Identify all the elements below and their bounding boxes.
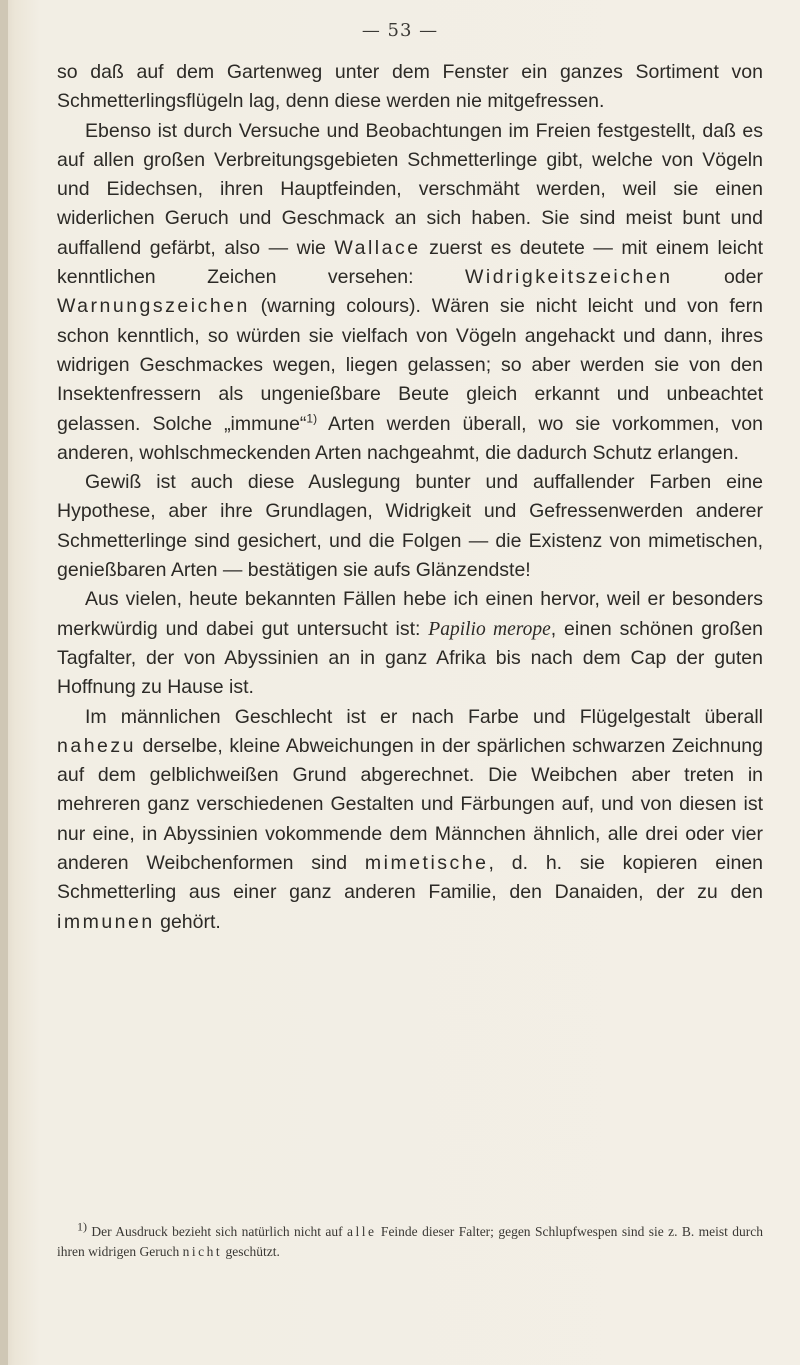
spaced-emphasis: Widrigkeitszeichen: [464, 266, 673, 289]
page-number: — 53 —: [361, 20, 439, 41]
spaced-emphasis: Warnungszeichen: [57, 295, 250, 318]
footnote: [57, 1219, 764, 1262]
paragraph: [57, 468, 763, 585]
text-run: gehört.: [154, 910, 221, 933]
main-text: [57, 58, 763, 937]
spaced-emphasis: nicht: [182, 1244, 223, 1259]
text-run: Der Ausdruck bezieht sich natürlich nicht auf: [87, 1224, 348, 1239]
text-run: Gewiß ist auch diese Auslegung bunter und auffallender Farben eine Hypothese, aber ihre Grundlagen, Widrigkeit und Gefressenwerden anderer Schmetterlinge sind gesichert, und die Folgen — die Existenz von mimetischen, genießbaren Arten — bestätigen sie aufs Glänzendste!: [57, 471, 763, 582]
text-run: Aus vielen, heute bekannten Fällen hebe ich einen hervor, weil er besonders merkwürdig und dabei gut untersucht ist:: [57, 588, 763, 640]
footnote-marker: 1): [306, 411, 318, 426]
italic-species-name: Papilio merope: [428, 618, 551, 640]
text-run: Feinde dieser Falter; gegen Schlupfwespen sind sie z. B. meist durch ihren widrigen Geruch: [57, 1224, 764, 1259]
paragraph: [57, 117, 763, 469]
text-run: zuerst es deutete — mit einem leicht kenntlichen Zeichen versehen:: [57, 236, 763, 289]
text-run: geschützt.: [222, 1244, 280, 1259]
text-run: Im männlichen Geschlecht ist er nach Farbe und Flügelgestalt überall: [85, 705, 763, 728]
page-gutter-shadow: [0, 0, 8, 1365]
footnote-area: [57, 1219, 764, 1262]
paragraph: [57, 585, 763, 702]
text-run: Ebenso ist durch Versuche und Beobachtungen im Freien festgestellt, daß es auf allen großen Verbreitungsgebieten Schmetterlinge gibt, welche von Vögeln und Eidechsen, ihren Hauptfeinden, verschmäht werden, weil sie einen widerlichen Geruch und Geschmack an sich haben. Sie sind meist bunt und auffallend gefärbt, also — wie: [57, 119, 763, 259]
text-run: Arten werden überall, wo sie vorkommen, von anderen, wohlschmeckenden Arten nachgeahmt, die dadurch Schutz erlangen.: [57, 412, 763, 464]
spaced-emphasis: Wallace: [334, 236, 421, 259]
spaced-emphasis: nahezu: [57, 734, 136, 757]
text-run: , d. h. sie kopieren einen Schmetterling aus einer ganz anderen Familie, den Danaiden, der zu den: [57, 852, 763, 904]
spaced-emphasis: alle: [347, 1224, 377, 1239]
footnote-marker: 1): [77, 1219, 87, 1234]
spaced-emphasis: mimetische: [364, 852, 489, 875]
text-run: oder: [672, 266, 763, 289]
paragraph: [57, 703, 763, 937]
text-run: , einen schönen großen Tagfalter, der von Abyssinien an in ganz Afrika bis nach dem Cap der guten Hoffnung zu Hause ist.: [57, 617, 764, 699]
paragraph: [57, 58, 763, 117]
text-run: so daß auf dem Gartenweg unter dem Fenster ein ganzes Sortiment von Schmetterlingsflügeln lag, denn diese werden nie mitgefressen.: [57, 61, 763, 113]
text-run: derselbe, kleine Abweichungen in der spärlichen schwarzen Zeichnung auf dem gelblichweißen Grund abgerechnet. Die Weibchen aber treten in mehreren ganz verschiedenen Gestalten und Färbungen auf, und von diesen ist nur eine, in Abyssinien vokommende dem Männchen ähnlich, alle drei oder vier anderen Weibchenformen sind: [57, 734, 763, 875]
spaced-emphasis: immunen: [57, 910, 155, 933]
text-run: (warning colours). Wären sie nicht leicht und von fern schon kenntlich, so würden sie vielfach von Vögeln angehackt und dann, ihres widrigen Geschmackes wegen, liegen gelassen; so aber werden sie von den Insektenfressern als ungenießbare Beute gleich erkannt und unbeachtet gelassen. Solche „immune“: [57, 295, 763, 435]
